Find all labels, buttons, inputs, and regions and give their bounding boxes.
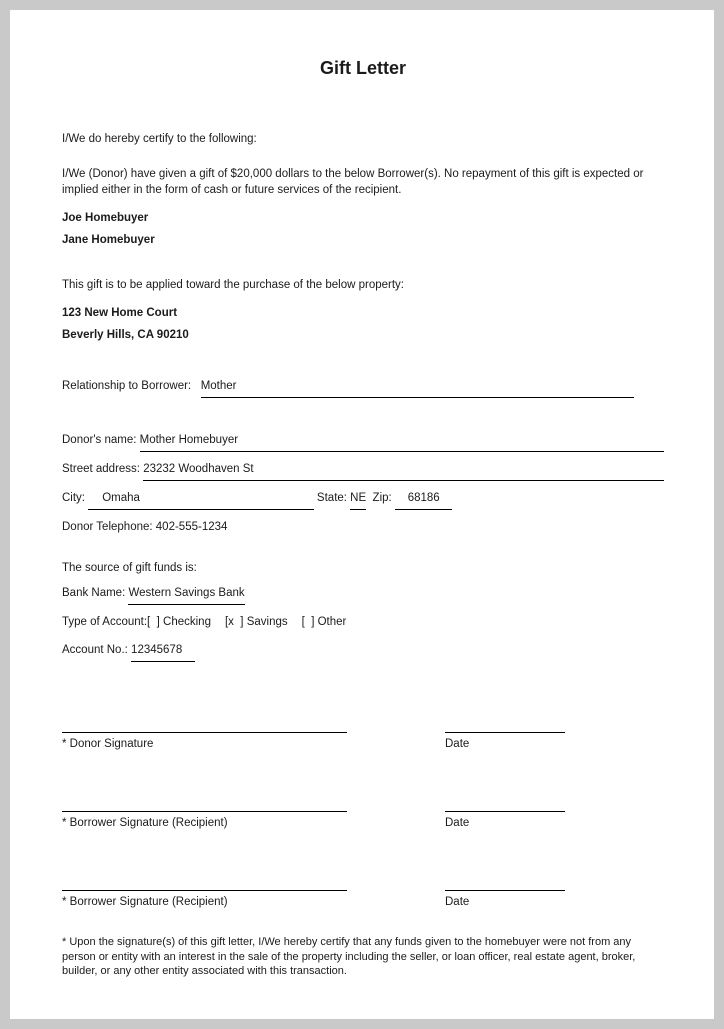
- borrower2-date-label: Date: [445, 896, 470, 909]
- state-value: NE: [350, 488, 366, 510]
- certify-statement: I/We do hereby certify to the following:: [62, 133, 257, 146]
- donor-phone-field: [62, 517, 664, 538]
- borrower2-signature-line: [62, 878, 347, 891]
- checkbox-other: [302, 612, 347, 633]
- borrower1-signature-line: [62, 799, 347, 812]
- checkbox-checking-mark: [ ]: [147, 616, 164, 629]
- city-value: Omaha: [102, 491, 140, 504]
- street-address-field: [62, 459, 664, 481]
- checkbox-savings-label: Savings: [246, 616, 288, 629]
- signature-row-donor: [62, 720, 664, 753]
- account-number-label: Account No.:: [62, 644, 132, 657]
- donor-name-value: Mother Homebuyer: [139, 433, 239, 446]
- bank-name-value: Western Savings Bank: [128, 583, 244, 605]
- street-address-label: Street address:: [62, 462, 144, 475]
- city-value-line: [88, 488, 314, 510]
- property-lead: This gift is to be applied toward the purchase of the below property:: [62, 279, 405, 292]
- relationship-label: Relationship to Borrower:: [62, 379, 201, 392]
- borrower1-signature-label: * Borrower Signature (Recipient): [62, 817, 228, 830]
- checkbox-savings-mark: [x ]: [224, 616, 247, 629]
- donor-signature-label: * Donor Signature: [62, 738, 154, 751]
- signature-row-borrower-2: [62, 878, 664, 911]
- account-number-value: 12345678: [131, 640, 195, 662]
- account-number-field: [62, 640, 664, 662]
- donor-name-field: [62, 430, 664, 452]
- checkbox-checking: [147, 612, 211, 633]
- zip-value: 68186: [395, 488, 453, 510]
- account-type-label: Type of Account:: [62, 616, 148, 629]
- relationship-value: Mother: [200, 379, 237, 392]
- donor-name-label: Donor's name:: [62, 433, 140, 446]
- city-state-zip-field: [62, 488, 664, 510]
- checkbox-checking-label: Checking: [163, 616, 211, 629]
- funds-lead: The source of gift funds is:: [62, 561, 197, 574]
- donor-signature-line: [62, 720, 347, 733]
- donor-name-value-line: [140, 430, 664, 452]
- gift-statement: I/We (Donor) have given a gift of $20,000 dollars to the below Borrower(s). No repayment of this gift is expected or implied either in the form of cash or future services of the recipient.: [62, 167, 644, 197]
- property-address-line1: 123 New Home Court: [62, 306, 178, 319]
- relationship-field: [62, 376, 664, 398]
- borrower1-date-label: Date: [445, 817, 470, 830]
- gift-letter-page: [10, 10, 714, 1019]
- signature-row-borrower-1: [62, 799, 664, 832]
- borrower-name-1: Joe Homebuyer: [62, 212, 149, 225]
- city-label: City:: [62, 491, 89, 504]
- account-type-field: [62, 612, 664, 633]
- donor-phone-value: 402-555-1234: [155, 520, 228, 533]
- checkbox-other-mark: [ ]: [301, 616, 318, 629]
- bank-name-label: Bank Name:: [62, 587, 129, 600]
- borrower1-date-line: [445, 799, 565, 812]
- donor-date-label: Date: [445, 738, 470, 751]
- relationship-value-line: [201, 376, 634, 398]
- property-address: [62, 302, 664, 346]
- zip-label: Zip:: [366, 491, 395, 504]
- checkbox-savings: [225, 612, 288, 633]
- borrower2-date-line: [445, 878, 565, 891]
- donor-date-line: [445, 720, 565, 733]
- street-address-value: 23232 Woodhaven St: [143, 462, 254, 475]
- street-address-value-line: [143, 459, 664, 481]
- footer-certification: * Upon the signature(s) of this gift letter, I/We hereby certify that any funds given to the homebuyer were not from any person or entity with an interest in the sale of the property including the seller, or loan officer, real estate agent, broker, builder, or any other entity associated with this transaction.: [62, 936, 636, 978]
- checkbox-other-label: Other: [317, 616, 347, 629]
- page-title: Gift Letter: [319, 58, 406, 78]
- donor-phone-label: Donor Telephone:: [62, 520, 156, 533]
- borrower2-signature-label: * Borrower Signature (Recipient): [62, 896, 228, 909]
- property-address-line2: Beverly Hills, CA 90210: [62, 328, 189, 341]
- state-label: State:: [313, 491, 351, 504]
- borrower-names: [62, 207, 664, 251]
- bank-name-field: [62, 583, 664, 605]
- borrower-name-2: Jane Homebuyer: [62, 234, 155, 247]
